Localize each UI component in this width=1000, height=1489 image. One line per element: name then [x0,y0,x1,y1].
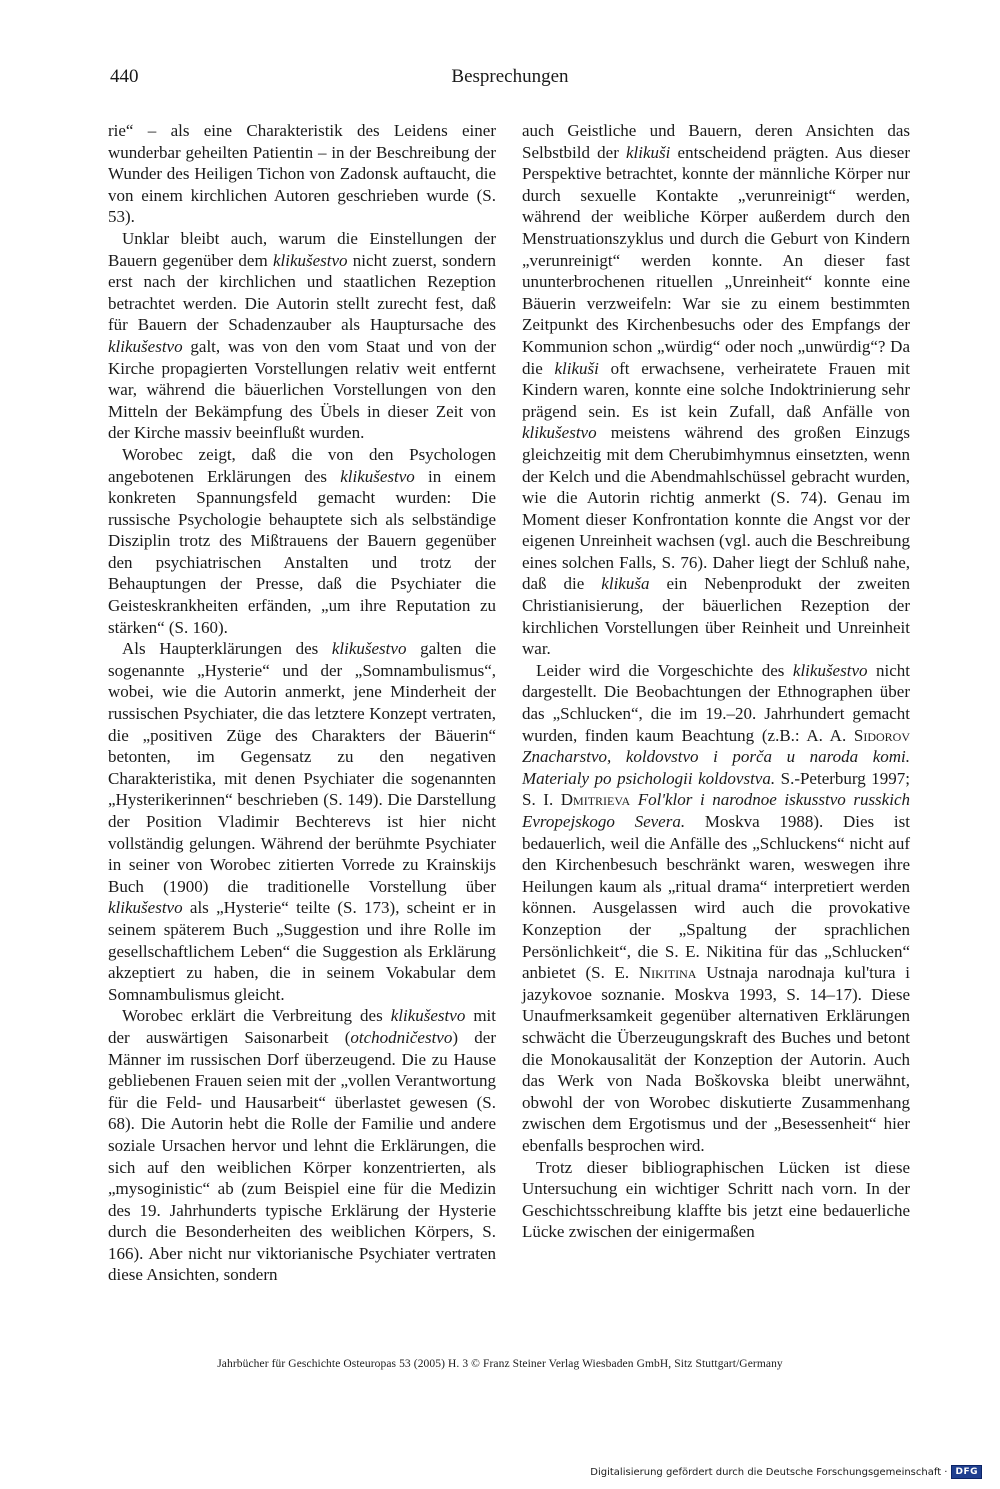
paragraph [108,228,496,444]
italic-term: klikušestvo [108,898,183,918]
paragraph [108,120,496,228]
text-run: meistens während des großen Einzugs gleichzeitig mit dem Cherubimhymnus einsetzten, wenn der Kelch und die Abendmahlschüssel gebracht wurden, wie die Autorin richtig anmerkt (S. 74). Genau im Moment dieser Konfrontation konnte die Angst vor der eigenen Unreinheit wachsen (vgl. auch die Beschreibung eines solchen Falls, S. 76). Daher liegt der Schluß nahe, daß die [522,423,910,594]
text-run: entscheidend prägten. Aus dieser Perspektive betrachtet, konnte der männliche Körper nur durch sexuelle Kontakte „verunreinigt“ werden, während der weibliche Körper außerdem durch den Menstruationszyklus und durch die Geburt von Kindern „verunreinigt“ werden konnte. An dieser fast ununterbrochenen rituellen „Unreinheit“ konnte eine Bäuerin verzweifeln: War sie zu einem bestimmten Zeitpunkt des Kirchenbesuchs oder des Empfangs der Kommunion schon „würdig“ oder noch „unwürdig“? Da die [522,142,911,378]
text-run: S.-Peterburg 1997; S. I. [522,768,910,810]
text-run: Als Haupterklärungen des [122,639,332,659]
dfg-logo: DFG [951,1465,982,1479]
text-run: Leider wird die Vorgeschichte des [536,660,793,680]
text-run: mit der auswärtigen Saisonarbeit ( [108,1006,497,1047]
paragraph [522,120,910,660]
paragraph [108,638,496,1005]
italic-term: otchodničestvo [350,1027,453,1047]
left-text-column [108,120,496,1286]
author-name: Dmitrieva [560,790,631,810]
italic-term: Fol'klor i narodnoe iskusstvo russkich Evropejskogo Severa. [522,790,910,831]
text-run: als „Hysterie“ teilte (S. 173), scheint er in seinem späterem Buch „Suggestion und ihre Rolle im gesellschaftlichem Leben“ die Suggestion als Erklärung akzeptiert zu haben, die in seinem Vokabular dem Somnambulismus gleicht. [108,898,496,1004]
text-run: ein Nebenprodukt der zweiten Christianisierung, der bäuerlichen Rezeption der kirchlichen Vorstellungen über Reinheit und Unreinheit war. [522,574,910,659]
text-run: ) der Männer im russischen Dorf überzeugend. Die zu Hause gebliebenen Frauen seien mit der „vollen Verantwortung für die Feld- und Hausarbeit“ überlastet gewesen (S. 68). Die Autorin hebt die Rolle der Familie und andere soziale Ursachen hervor und lehnt die Erklärungen, die sich auf den weiblichen Körper konzentrierten, als „mysoginistic“ ab (zum Beispiel eine für die Medizin des 19. Jahrhunderts typische Erklärung der Hysterie durch die Besonderheiten des weiblichen Körpers, S. 166). Aber nicht nur viktorianische Psychiater vertraten diese Ansichten, sondern [108,1027,496,1285]
italic-term: klikušestvo [331,639,407,659]
paragraph [522,1157,910,1243]
right-text-column [522,120,910,1243]
italic-term: klikušestvo [522,423,597,443]
text-run [630,790,638,809]
journal-citation: Jahrbücher für Geschichte Osteuropas 53 (2005) H. 3 © Franz Steiner Verlag Wiesbaden GmbH, Sitz Stuttgart/Germany [217,1358,783,1370]
page-header [110,66,910,96]
digitization-footer [590,1465,982,1479]
paragraph [522,660,910,1157]
paragraph [108,1005,496,1286]
text-run: Unklar bleibt auch, warum die Einstellungen der Bauern gegenüber dem [108,228,496,270]
italic-term: klikušestvo [390,1006,466,1026]
text-run: Moskva 1988). Dies ist bedauerlich, weil die Anfälle des „Schluckens“ nicht auf den Kirchenbesuch beschränkt waren, weswegen ihre Heilungen kaum als „ritual drama“ interpretiert werden können. Ausgelassen wird auch die provokative Konzeption der „Spaltung der sprachlichen Persönlichkeit“, die S. E. Nikitina für das „Schlucken“ anbietet (S. E. [522,812,910,983]
italic-term: klikuši [626,142,671,162]
text-run: galten die sogenannte „Hysterie“ und der „Somnambulismus“, wobei, wie die Autorin anmerkt, jene Minderheit der russischen Psychiater, die das letztere Konzept vertraten, die „positiven Züge des Charakters der Bäuerin“ betonten, im Gegensatz zu den negativen Charakteristika, mit denen Psychiater die sogenannten „Hysterikerinnen“ beschrieben (S. 149). Die Darstellung der Position Vladimir Bechterevs ist hier nicht vollständig gelungen. Während der berühmte Psychiater in seiner von Worobec zitierten Vorrede zu Krainskijs Buch (1900) die traditionelle Vorstellung über [108,639,496,896]
author-name: Sidorov [853,725,910,745]
italic-term: klikuši [554,358,599,378]
text-run: nicht zuerst, sondern erst nach der kirchlichen und staatlichen Rezeption betrachtet werden. Die Autorin stellt zurecht fest, daß für Bauern der Schadenzauber als Hauptursache des [108,250,496,335]
text-run: rie“ – als eine Charakteristik des Leidens einer wunderbar geheilten Patientin – in der Beschreibung der Wunder des Heiligen Tichon von Zadonsk auftaucht, die von einem kirchlichen Autoren geschrieben wurde (S. 53). [108,121,496,227]
paragraph [108,444,496,638]
italic-term: klikušestvo [108,336,183,356]
italic-term: klikušestvo [792,660,868,680]
text-run: in einem konkreten Spannungsfeld gemacht wurden: Die russische Psychologie behauptete sich als selbständige Disziplin trotz des Mißtrauens der Bauern gegenüber den psychiatrischen Anstalten und trotz der Behauptungen der Presse, daß die Psychiater die Geisteskrankheiten erfänden, „um ihre Reputation zu stärken“ (S. 160). [108,466,496,637]
digitization-note: Digitalisierung gefördert durch die Deutsche Forschungsgemeinschaft · [590,1466,948,1478]
text-run: nicht dargestellt. Die Beobachtungen der Ethnographen über das „Schlucken“, die im 19.–20. Jahrhundert gemacht wurden, finden kaum Beachtung (z.B.: A. A. [522,660,911,745]
page-number: 440 [110,66,139,87]
text-run: oft erwachsene, verheiratete Frauen mit Kindern waren, konnte eine solche Indoktrinierung sehr prägend sein. Es ist kein Zufall, daß Anfälle von [522,358,910,421]
text-run: auch Geistliche und Bauern, deren Ansichten das Selbstbild der [522,121,910,162]
italic-term: klikušestvo [340,466,415,486]
text-run: Trotz dieser bibliographischen Lücken ist diese Untersuchung ein wichtiger Schritt nach vorn. In der Geschichtsschreibung klaffte bis jetzt eine bedauerliche Lücke zwischen der einigermaßen [522,1157,910,1242]
author-name: Nikitina [638,963,697,983]
italic-term: klikušestvo [272,250,348,270]
italic-term: Znacharstvo, koldovstvo i porča u naroda komi. Materialy po psichologii koldovstva. [522,747,910,788]
text-run: Worobec zeigt, daß die von den Psychologen angebotenen Erklärungen des [108,444,496,486]
text-run: Ustnaja narodnaja kul'tura i jazykovoe soznanie. Moskva 1993, S. 14–17). Diese Unaufmerksamkeit gegenüber alternativen Erklärungen schwächt die Überzeugungskraft des Buches und betont die Monokausalität der Konzeption der Autorin. Auch das Werk von Nada Boškovska bleibt unerwähnt, obwohl der von Worobec diskutierte Zusammenhang zwischen dem Ergotismus und der „Besessenheit“ hier ebenfalls besprochen wird. [522,963,910,1155]
text-run: Worobec erklärt die Verbreitung des [122,1006,391,1026]
text-run: galt, was von den vom Staat und von der Kirche propagierten Vorstellungen relativ weit entfernt war, während die bäuerlichen Vorstellungen von den Mitteln der Bekämpfung des Übels in dieser Zeit von der Kirche massiv beeinflußt wurden. [108,336,496,443]
running-head: Besprechungen [451,66,569,87]
italic-term: klikuša [601,574,650,594]
